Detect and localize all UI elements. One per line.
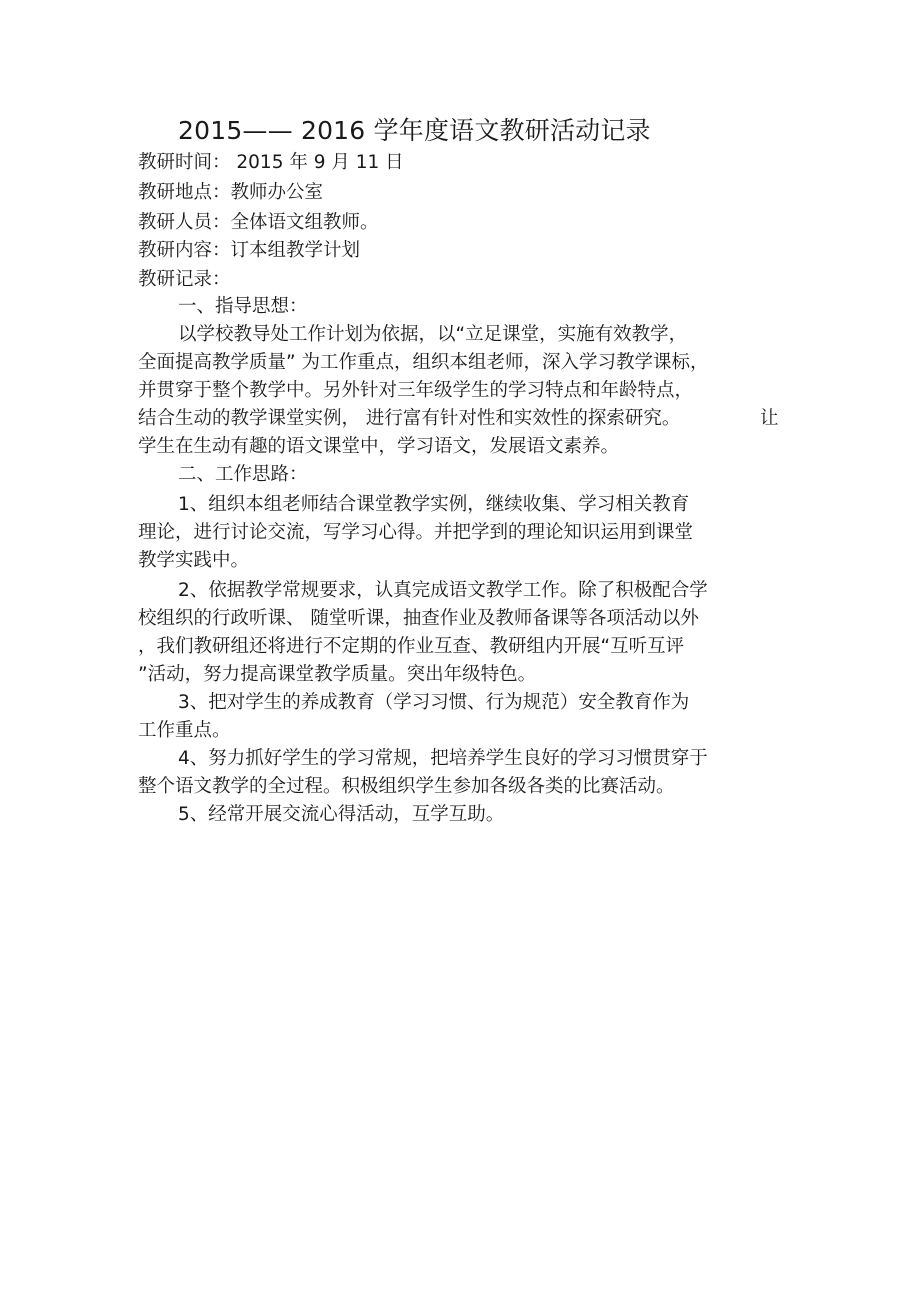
item4-line: 4、努力抓好学生的学习常规，把培养学生良好的学习习惯贯穿于 [178,748,708,769]
section2-heading: 二、工作思路： [178,464,308,485]
item4-line: 整个语文教学的全过程。积极组织学生参加各级各类的比赛活动。 [138,776,675,797]
item5-line: 5、经常开展交流心得活动，互学互助。 [178,804,505,825]
section1-line: 并贯穿于整个教学中。另外针对三年级学生的学习特点和年龄特点， [138,380,694,401]
item2-line: ，我们教研组还将进行不定期的作业互查、教研组内开展“互听互评 [138,636,685,657]
meta-time: 教研时间： 2015 年 9 月 11 日 [138,152,404,173]
item1-line: 1、组织本组老师结合课堂教学实例，继续收集、学习相关教育 [178,494,690,515]
section1-line: 结合生动的教学课堂实例， 进行富有针对性和实效性的探索研究。 [138,408,681,429]
meta-people: 教研人员：全体语文组教师。 [138,212,379,233]
meta-place: 教研地点：教师办公室 [138,182,324,203]
meta-record-label: 教研记录： [138,269,231,290]
item2-line: 校组织的行政听课、 随堂听课，抽查作业及教师备课等各项活动以外 [138,608,699,629]
section1-line: 以学校教导处工作计划为依据，以“立足课堂，实施有效教学， [178,324,688,345]
document-title: 2015—— 2016 学年度语文教研活动记录 [178,116,651,145]
section1-line-tail: 让 [760,408,779,429]
item2-line: 2、依据教学常规要求，认真完成语文教学工作。除了积极配合学 [178,580,708,601]
section1-line: 全面提高教学质量” 为工作重点，组织本组老师，深入学习教学课标， [138,352,709,373]
meta-content: 教研内容：订本组教学计划 [138,240,361,261]
item3-line: 3、把对学生的养成教育（学习习惯、行为规范）安全教育作为 [178,692,690,713]
section1-line: 学生在生动有趣的语文课堂中，学习语文，发展语文素养。 [138,436,620,457]
item2-line: ”活动，努力提高课堂教学质量。突出年级特色。 [138,664,537,685]
item1-line: 教学实践中。 [138,550,250,571]
item3-line: 工作重点。 [138,720,231,741]
section1-heading: 一、指导思想： [178,296,308,317]
item1-line: 理论，进行讨论交流，写学习心得。并把学到的理论知识运用到课堂 [138,522,694,543]
